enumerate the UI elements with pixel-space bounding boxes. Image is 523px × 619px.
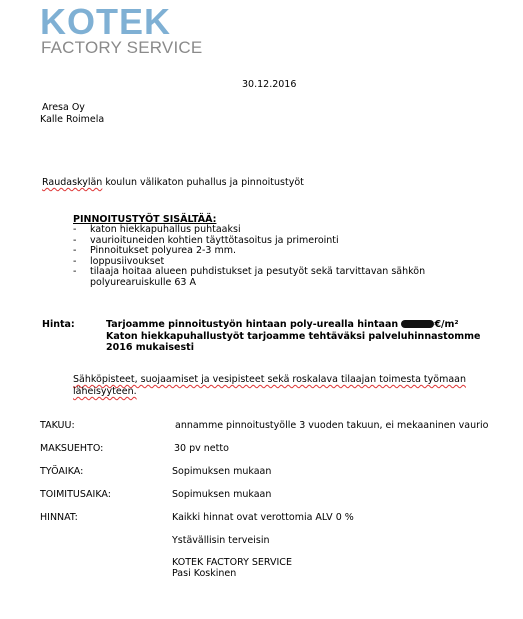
price-line-1 [106, 319, 459, 330]
term-label: TYÖAIKA: [40, 466, 84, 477]
term-label: TOIMITUSAIKA: [40, 489, 111, 500]
letter-subject [42, 177, 304, 188]
term-value: Sopimuksen mukaan [172, 489, 272, 500]
recipient-person: Kalle Roimela [40, 114, 105, 125]
list-item: - tilaaja hoitaa alueen puhdistukset ja pesutyöt sekä tarvittavan sähkön polyurearuiskulle 63 A [73, 267, 443, 288]
list-item: - Pinnoitukset polyurea 2-3 mm. [73, 246, 443, 257]
site-notice: Sähköpisteet, suojaamiset ja vesipisteet sekä roskalava tilaajan toimesta työmaan läheisyyteen. [73, 374, 466, 397]
term-value: Sopimuksen mukaan [172, 466, 272, 477]
price-text: Tarjoamme pinnoitustyön hintaan poly-urealla hintaan [106, 319, 399, 330]
company-logo-wordmark: KOTEK [40, 1, 171, 42]
letter-date: 30.12.2016 [242, 79, 297, 90]
term-value: Kaikki hinnat ovat verottomia ALV 0 % [172, 512, 354, 523]
price-label: Hinta: [42, 319, 75, 330]
subject-word-flagged: Raudaskylän [42, 177, 103, 188]
signature-name: Pasi Koskinen [172, 568, 237, 579]
term-value: annamme pinnoitustyölle 3 vuoden takuun, ei mekaaninen vaurio [175, 420, 489, 431]
signature-company: KOTEK FACTORY SERVICE [172, 557, 292, 568]
includes-heading: PINNOITUSTYÖT SISÄLTÄÄ: [73, 214, 217, 225]
price-line-2: Katon hiekkapuhallustyöt tarjoamme tehtäväksi palveluhinnastomme [106, 331, 481, 342]
recipient-company: Aresa Oy [42, 102, 85, 113]
company-logo-tagline: FACTORY SERVICE [41, 38, 203, 57]
price-unit: €/m² [434, 319, 459, 330]
list-item: - vaurioituneiden kohtien täyttötasoitus ja primerointi [73, 236, 443, 247]
includes-list-container [73, 225, 443, 288]
subject-rest: koulun välikaton puhallus ja pinnoitustyöt [102, 177, 304, 188]
term-label: HINNAT: [40, 512, 78, 523]
closing-greeting: Ystävällisin terveisin [172, 535, 270, 546]
term-label: MAKSUEHTO: [40, 443, 104, 454]
redacted-price [401, 320, 434, 328]
price-line-3: 2016 mukaisesti [106, 342, 194, 353]
list-item: - loppusiivoukset [73, 257, 443, 268]
includes-list [73, 225, 443, 288]
term-value: 30 pv netto [174, 443, 229, 454]
list-item: - katon hiekkapuhallus puhtaaksi [73, 225, 443, 236]
term-label: TAKUU: [40, 420, 75, 431]
